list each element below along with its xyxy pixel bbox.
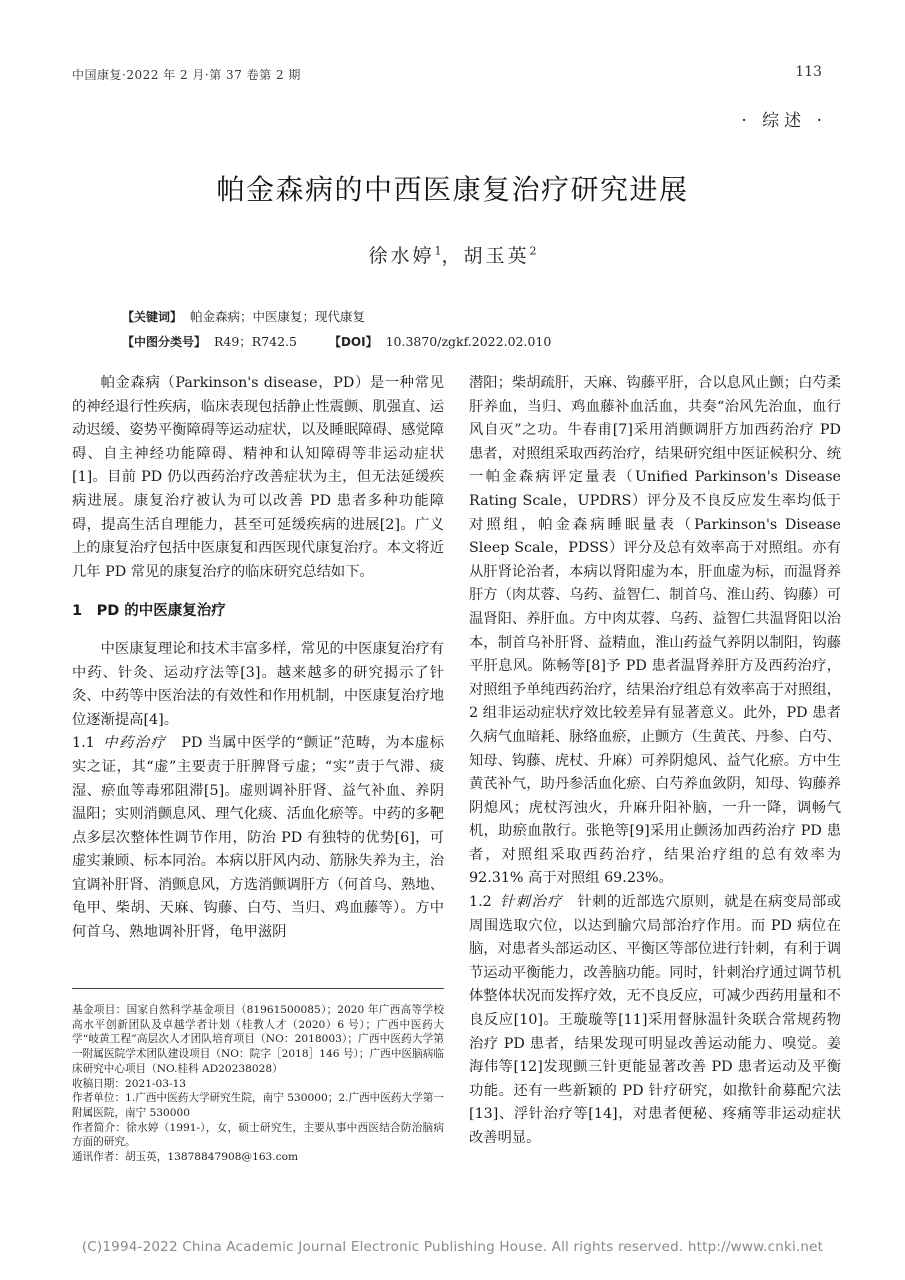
author-affiliation-mark: 1: [434, 244, 442, 258]
section-heading: 1 PD 的中医康复治疗: [72, 603, 226, 620]
page-number: 113: [795, 64, 822, 80]
body-paragraph: 潜阳；柴胡疏肝，天麻、钩藤平肝，合以息风止颤；白芍柔肝养血，当归、鸡血藤补血活血，共奏“治风先治血，血行风自灭”之功。牛春甫[7]采用消颤调肝方加西药治疗 PD 患者，对照组采取西药治疗，结果研究组中医证候积分、统一帕金森病评定量表（Unified Parkinson's Disease Rating Scale，UPDRS）评分及不良反应发生率均低于对照组，帕金森病睡眠量表（Parkinson's Disease Sleep Scale，PDSS）评分及总有效率高于对照组。亦有从肝肾论治者，本病以肾阳虚为本，肝血虚为标，而温肾养肝方（肉苁蓉、乌药、益智仁、制首乌、淮山药、钩藤）可温肾阳、养肝血。方中肉苁蓉、乌药、益智仁共温肾阳以治本，制首乌补肝肾、益精血，淮山药益气养阴以制阳，钩藤平肝息风。陈畅等[8]予 PD 患者温肾养肝方及西药治疗，对照组予单纯西药治疗，结果治疗组总有效率高于对照组，2 组非运动症状疗效比较差异有显著意义。此外，PD 患者久病气血暗耗、脉络血瘀，止颤方（生黄芪、丹参、白芍、知母、钩藤、虎杖、升麻）可养阴熄风、益气化瘀。方中生黄芪补气，助丹参活血化瘀、白芍养血敛阴，知母、钩藤养阴熄风；虎杖泻浊火，升麻升阳补脑，一升一降，调畅气机，助瘀血散行。张艳等[9]采用止颤汤加西药治疗 PD 患者，对照组采取西药治疗，结果治疗组的总有效率为 92.31% 高于对照组 69.23%。: [469, 375, 841, 887]
received-date: 收稿日期：2021-03-13: [72, 1077, 187, 1090]
subsection-paragraph: [469, 891, 841, 1151]
left-column: [72, 372, 444, 945]
footnotes: [72, 988, 444, 1165]
subsection-title: 中药治疗: [102, 735, 167, 752]
doi-label: 【DOI】: [328, 335, 378, 349]
keywords-line: [122, 307, 365, 325]
copyright-footer: (C)1994-2022 China Academic Journal Electronic Publishing House. All rights reserved. http://www.cnki.net: [81, 1239, 824, 1255]
affiliation-note: 作者单位：1.广西中医药大学研究生院，南宁 530000；2.广西中医药大学第一附属医院，南宁 530000: [72, 1092, 444, 1119]
author-line: [0, 241, 905, 268]
subsection-text: PD 当属中医学的“颤证”范畴，为本虚标实之证，其“虚”主要责于肝脾肾亏虚；“实”责于气滞、痰湿、瘀血等毒邪阻滞[5]。虚则调补肝肾、益气补血、养阴温阳；实则消颤息风、理气化痰、活血化瘀等。中药的多靶点多层次整体性调节作用，防治 PD 有独特的优势[6]，可虚实兼顾、标本同治。本病以肝风内动、筋脉失养为主，治宜调补肝肾、消颤息风，方选消颤调肝方（何首乌、熟地、龟甲、柴胡、天麻、钩藤、白芍、当归、鸡血藤等）。方中何首乌、熟地调补肝肾，龟甲滋阴: [72, 735, 444, 941]
author-affiliation-mark: 2: [529, 244, 537, 258]
author-separator: ，: [441, 245, 464, 267]
subsection-text: 针刺的近部选穴原则，就是在病变局部或周围选取穴位，以达到腧穴局部治疗作用。而 PD 病位在脑，对患者头部运动区、平衡区等部位进行针刺，有利于调节运动平衡能力，改善脑功能。同时，针刺治疗通过调节机体整体状况而发挥疗效，无不良反应，可减少西药用量和不良反应[10]。王璇璇等[11]采用督脉温针灸联合常规药物治疗 PD 患者，结果发现可明显改善运动能力、嗅觉。姜海伟等[12]发现颤三针更能显著改善 PD 患者运动及平衡功能。还有一些新颖的 PD 针疗研究，如揿针俞募配穴法[13]、浮针治疗等[14]，对患者便秘、疼痛等非运动症状改善明显。: [469, 894, 842, 1146]
right-column: [469, 372, 841, 1151]
keywords-label: 【关键词】: [122, 310, 183, 324]
intro-paragraph: 帕金森病（Parkinson's disease，PD）是一种常见的神经退行性疾病，临床表现包括静止性震颤、肌强直、运动迟缓、姿势平衡障碍等运动症状，以及睡眠障碍、感觉障碍、自主神经功能障碍、精神和认知障碍等非运动症状[1]。目前 PD 仍以西药治疗改善症状为主，但无法延缓疾病进展。康复治疗被认为可以改善 PD 患者多种功能障碍，提高生活自理能力，甚至可延缓疾病的进展[2]。广义上的康复治疗包括中医康复和西医现代康复治疗。本文将近几年 PD 常见的康复治疗的临床研究总结如下。: [72, 375, 444, 580]
subsection-number: 1.2: [469, 894, 492, 911]
subsection-title: 针刺治疗: [499, 894, 563, 911]
section-tag: · 综述 ·: [741, 111, 827, 131]
author-name: 徐水婷: [368, 245, 435, 267]
subsection-number: 1.1: [72, 735, 95, 752]
body-paragraph: 中医康复理论和技术丰富多样，常见的中医康复治疗有中药、针灸、运动疗法等[3]。越来越多的研究揭示了针灸、中药等中医治法的有效性和作用机制，中医康复治疗地位逐渐提高[4]。: [72, 640, 444, 728]
fund-note: 基金项目：国家自然科学基金项目（81961500085）；2020 年广西高等学校高水平创新团队及卓越学者计划（桂教人才（2020）6 号）；广西中医药大学“岐黄工程”高层次人才团队培育项目（NO：2018003）；广西中医药大学第一附属医院学术团队建设项目（NO：院字［2018］146 号）；广西中医脑病临床研究中心项目（NO.桂科 AD20238028）: [72, 1004, 444, 1075]
clc-label: 【中图分类号】: [122, 335, 207, 349]
classification-line: [122, 332, 551, 350]
author-name: 胡玉英: [463, 245, 530, 267]
doi-value: 10.3870/zgkf.2022.02.010: [385, 334, 552, 349]
author-bio: 作者简介：徐水婷（1991-），女，硕士研究生，主要从事中西医结合防治脑病方面的研究。: [72, 1121, 444, 1149]
keywords-value: 帕金森病；中医康复；现代康复: [189, 309, 365, 324]
article-title: 帕金森病的中西医康复治疗研究进展: [216, 173, 689, 206]
correspondence-note: 通讯作者：胡玉英，13878847908@163.com: [72, 1151, 299, 1164]
subsection-paragraph: [72, 732, 444, 944]
journal-header: 中国康复·2022 年 2 月·第 37 卷第 2 期: [72, 68, 301, 82]
clc-value: R49；R742.5: [213, 334, 297, 349]
